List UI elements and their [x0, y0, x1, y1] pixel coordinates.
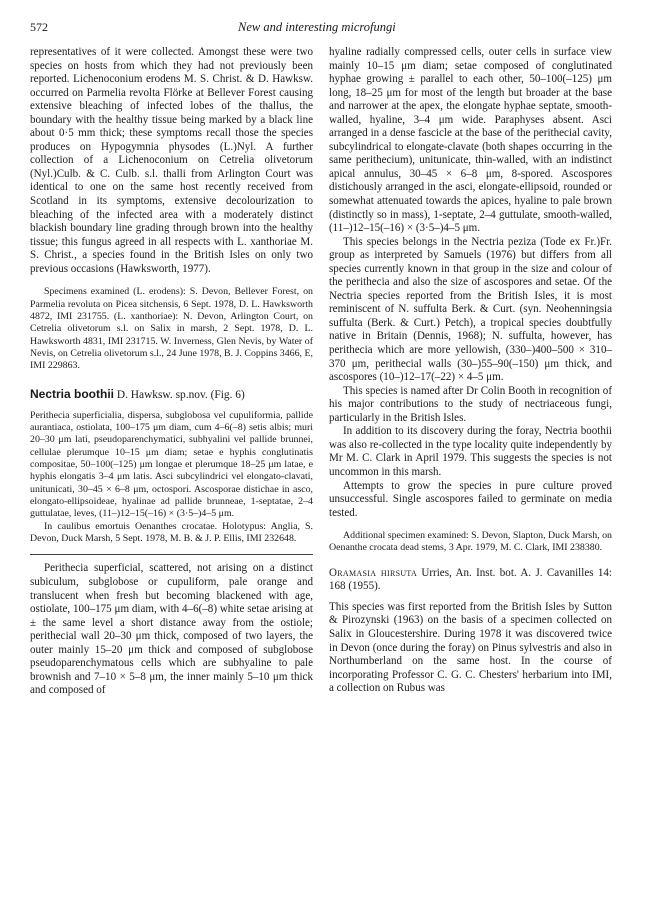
specimens-examined: Specimens examined (L. erodens): S. Devon, Bellever Forest, on Parmelia revoluta on Picea sitchensis, 6 Sept. 1978, D. L. Hawksworth 4872, IMI 231755. (L. xanthoriae): N. Devon, Arlington Court, on Cetrelia olivetorum s.l. on Salix in marsh, 2 Sept. 1978, D. L. Hawksworth 4831, IMI 231715. W. Inverness, Glen Nevis, by Water of Nevis, on Cetrelia olivetorum s.l., 24 June 1978, B. J. Coppins 3466, E, IMI 229863.: [30, 286, 313, 372]
right-column: [329, 46, 612, 696]
latin-description: Perithecia superficialia, dispersa, subglobosa vel cupuliformia, pallide aurantiaca, ostiolata, 100–175 μm diam, cum 4–6(–8) setis albis; muri 20–30 μm lati, pseudoparenchymatici, subhyalini vel pallide brunnei, cellulae plerumque 10–15 μm diam; setae e hyphis conglutinatis compositae, 50–100(–125) μm longae et plerumque 18–25 μm latae, e hyphis elongatis 3–4 μm latis. Asci subcylindrici vel elongato-clavati, unitunicati, 30–45 × 6–8 μm, octospori. Ascosporae distichae in asco, elongato-ellipsoideae, hyalinae ad pallide brunneae, 1-septatae, 2–4 guttulatae, leves, (11–)12–15(–16) × (3·5–)4–5 μm.: [30, 409, 313, 520]
running-title: New and interesting microfungi: [238, 20, 396, 34]
paragraph-lichenoconium: representatives of it were collected. Amongst these were two species on hosts from which they had not previously been reported. Lichenoconium erodens M. S. Christ. & D. Hawksw. occurred on Parmelia revolta Flörke at Bellever Forest causing extensive bleaching of infected lobes of the thallus, the boundary with the healthy tissue being marked by a black line about 0·5 mm thick; these symptoms recall those the species produces on Hypogymnia physodes (L.)Nyl. A further collection of a Lichenoconium on Cetrelia olivetorum (Nyl.)Culb. & C. Culb. s.l. thalli from Arlington Court was identical to one on the same host recently received from Scotland in its symptoms, extensive decolourization to bleaching of the infected area with a moderately distinct blackish boundary line grading through brown into the healthy tissue; this fungus agreed in all respects with L. xanthoriae M. S. Christ., a species found in the British Isles on only two previous occasions (Hawksworth, 1977).: [30, 46, 313, 275]
paragraph-oramasia: This species was first reported from the British Isles by Sutton & Pirozynski (1963) on the basis of a specimen collected on Salix in Gloucestershire. During 1978 it was discovered twice in Devon (once during the foray) on Pinus sylvestris and also in Northumberland on the same host. In the course of incorporating Professor C. G. C. Chesters' herbarium into IMI, a collection on Rubus was: [329, 600, 612, 695]
english-description: Perithecia superficial, scattered, not arising on a distinct subiculum, subglobose or cupuliform, pale orange and translucent when fresh but becoming blackened with age, ostiolate, 100–175 μm diam, with 4–6(–8) white setae arising at ± the same level a short distance away from the ostiole; perithecial wall 20–30 μm thick, composed of two layers, the outer mainly 15–20 μm thick and composed of subglobose pseudoparenchymatous cells which are subhyaline to pale brownish and 7–10 × 5–8 μm, the inner mainly 5–10 μm thick and composed of: [30, 562, 313, 697]
paragraph-recollection: In addition to its discovery during the foray, Nectria boothii was also re-collected in the type locality quite independently by Mr M. C. Clark in April 1979. This suggests the species is not uncommon in this marsh.: [329, 425, 612, 478]
paragraph-affinities: This species belongs in the Nectria peziza (Tode ex Fr.)Fr. group as interpreted by Samuels (1976) but differs from all species currently known in that group in the size and colour of the perithecia and also the size of ascospores and setae. Of the Nectria species reported from the British Isles, it is most reminiscent of N. suffulta Berk. & Curt. (syn. Neohenningsia suffulta (Berk. & Curt.) Petch), a tropical species doubtfully native in Britain (Dennis, 1968); N. suffulta, however, has perithecia which are more yellowish, (330–)400–500 × 310–370 μm, perithecial walls (30–)55–90(–150) μm thick, and ascospores (10–)12–17(–22) × 4–5 μm.: [329, 235, 612, 384]
oramasia-name: Oramasia hirsuta: [329, 566, 418, 579]
oramasia-author: Urries, An. Inst. bot. A. J. Cavanilles 14: 168 (1955).: [329, 566, 612, 593]
paragraph-etymology: This species is named after Dr Colin Booth in recognition of his major contributions to the study of nectriaceous fungi, particularly in the British Isles.: [329, 384, 612, 424]
oramasia-heading: [329, 567, 612, 594]
left-column: [30, 46, 313, 698]
species-author: D. Hawksw. sp.nov. (Fig. 6): [114, 388, 245, 401]
paragraph-culture: Attempts to grow the species in pure culture proved unsuccessful. Single ascospores failed to germinate on media tested.: [329, 479, 612, 519]
additional-specimen: Additional specimen examined: S. Devon, Slapton, Duck Marsh, on Oenanthe crocata dead stems, 3 Apr. 1979, M. C. Clark, IMI 238380.: [329, 530, 612, 554]
species-heading: [30, 387, 313, 402]
page-number: 572: [30, 20, 48, 34]
species-name: Nectria boothii: [30, 386, 115, 401]
description-continued: hyaline radially compressed cells, outer cells in surface view mainly 10–15 μm diam; setae composed of conglutinated hyphae growing ± parallel to each other, 50–100(–125) μm long, 18–25 μm for most of the length but broader at the base and narrower at the apex, the elongate hyphae septate, smooth-walled, hyaline, 3–4 μm wide. Paraphyses absent. Asci arranged in a dense fascicle at the base of the perithecial cavity, subcylindrical to elongate-clavate (both shapes occurring in the same perithecium), unitunicate, thin-walled, with an indistinct apical annulus, 30–45 × 6–8 μm, 8-spored. Ascospores distichously arranged in the asci, elongate-ellipsoid, rounded or somewhat attenuated towards the apices, hyaline to pale brown (distinctly so in mass), 1-septate, 2–4 guttulate, smooth-walled, (11–)12–15(–16) × (3·5–)4–5 μm.: [329, 46, 612, 235]
holotype-note: In caulibus emortuis Oenanthes crocatae. Holotypus: Anglia, S. Devon, Duck Marsh, 5 Sept. 1978, M. B. & J. P. Ellis, IMI 232648.: [30, 520, 313, 545]
page-header: [30, 20, 610, 40]
section-divider: [30, 554, 313, 555]
